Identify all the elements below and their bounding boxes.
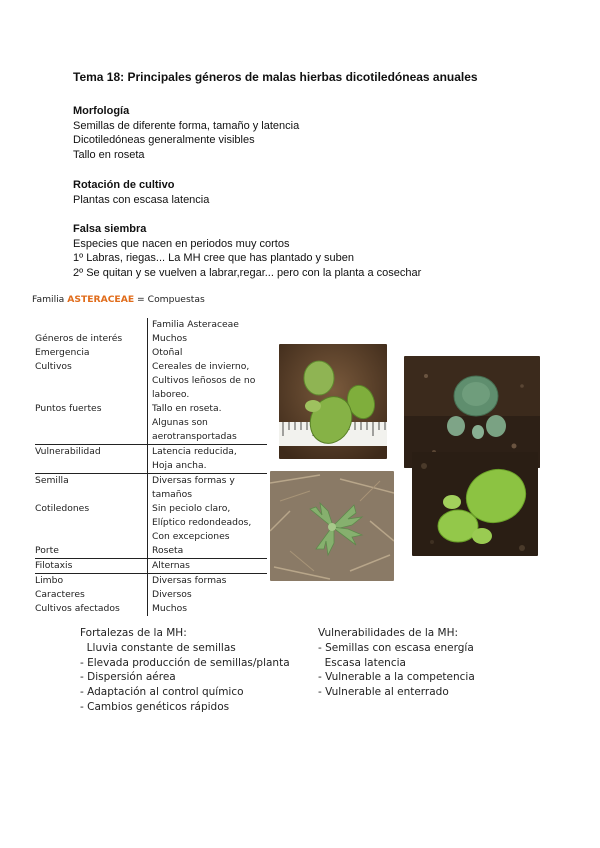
section-line: Tallo en roseta [73, 148, 145, 161]
section-morfologia [73, 104, 299, 162]
table-row [35, 474, 267, 559]
table-value: Con excepciones [152, 531, 230, 542]
section-line: 2º Se quitan y se vuelven a labrar,regar... pero con la planta a cosechar [73, 266, 422, 279]
table-value: Familia Asteraceae [152, 319, 239, 330]
table-key [35, 459, 147, 473]
strengths-heading: Fortalezas de la MH: [80, 627, 187, 639]
table-value: Roseta [152, 545, 184, 556]
vulnerabilities-heading: Vulnerabilidades de la MH: [318, 627, 459, 639]
section-line: Especies que nacen en periodos muy cortos [73, 237, 290, 250]
table-value: Muchos [152, 603, 188, 614]
table-value: Latencia reducida, [152, 446, 237, 457]
table-key [35, 430, 147, 444]
table-key: Vulnerabilidad [35, 446, 101, 457]
table-key: Emergencia [35, 347, 90, 358]
table-value: Sin peciolo claro, [152, 503, 231, 514]
table-value: Cereales de invierno, [152, 361, 250, 372]
family-table [35, 318, 267, 616]
table-key: Puntos fuertes [35, 403, 102, 414]
table-row [35, 318, 267, 445]
table-value: Diversas formas [152, 575, 227, 586]
page-title: Tema 18: Principales géneros de malas hierbas dicotiledóneas anuales [73, 70, 478, 84]
table-key: Cotiledones [35, 503, 90, 514]
table-key: Semilla [35, 475, 69, 486]
section-heading: Morfología [73, 105, 130, 117]
seedling-photo-ruler [279, 344, 387, 459]
table-row [35, 574, 267, 616]
family-heading [32, 294, 205, 305]
table-value: Hoja ancha. [152, 460, 207, 471]
table-key: Cultivos afectados [35, 603, 120, 614]
table-key: Filotaxis [35, 560, 73, 571]
seedling-photo-straw [270, 471, 394, 581]
list-item: Lluvia constante de semillas [80, 641, 236, 654]
strengths-list [80, 626, 290, 715]
table-value: Alternas [152, 560, 190, 571]
list-item: - Vulnerable al enterrado [318, 686, 449, 699]
table-value: Algunas son [152, 417, 208, 428]
table-value: Diversos [152, 589, 192, 600]
section-falsa-siembra [73, 222, 421, 280]
table-value: Diversas formas y [152, 475, 235, 486]
table-key: Limbo [35, 575, 64, 586]
table-key [35, 530, 147, 544]
table-key: Cultivos [35, 361, 72, 372]
table-value: laboreo. [152, 389, 190, 400]
table-key [35, 516, 147, 530]
section-line: Plantas con escasa latencia [73, 193, 210, 206]
table-value: Tallo en roseta. [152, 403, 222, 414]
table-row [35, 559, 267, 574]
table-key [35, 388, 147, 402]
section-heading: Falsa siembra [73, 223, 147, 235]
table-value: Cultivos leñosos de no [152, 375, 256, 386]
list-item: Escasa latencia [318, 656, 406, 669]
list-item: - Dispersión aérea [80, 671, 176, 684]
table-key [35, 318, 147, 332]
table-value: aerotransportadas [152, 431, 237, 442]
list-item: - Elevada producción de semillas/planta [80, 656, 290, 669]
section-line: Dicotiledóneas generalmente visibles [73, 134, 255, 146]
section-line: 1º Labras, riegas... La MH cree que has plantado y suben [73, 252, 355, 264]
section-line: Semillas de diferente forma, tamaño y latencia [73, 119, 300, 132]
table-key [35, 416, 147, 430]
table-value: Muchos [152, 333, 188, 344]
family-name: ASTERACEAE [67, 294, 135, 305]
table-key: Géneros de interés [35, 333, 123, 344]
table-key: Caracteres [35, 589, 85, 600]
seedling-photo-broadleaf [412, 452, 538, 556]
table-key: Porte [35, 545, 59, 556]
section-rotacion [73, 178, 209, 207]
list-item: - Cambios genéticos rápidos [80, 700, 230, 713]
table-key [35, 374, 147, 388]
table-value: tamaños [152, 489, 193, 500]
list-item: - Vulnerable a la competencia [318, 671, 475, 684]
list-item: - Semillas con escasa energía [318, 641, 474, 654]
section-heading: Rotación de cultivo [73, 179, 175, 191]
list-item: - Adaptación al control químico [80, 686, 244, 699]
table-value: Elíptico redondeados, [152, 517, 252, 528]
family-suffix: = Compuestas [134, 294, 205, 305]
table-value: Otoñal [152, 347, 183, 358]
vulnerabilities-list [318, 626, 475, 700]
table-key [35, 488, 147, 502]
table-row [35, 445, 267, 474]
family-prefix: Familia [32, 294, 68, 305]
